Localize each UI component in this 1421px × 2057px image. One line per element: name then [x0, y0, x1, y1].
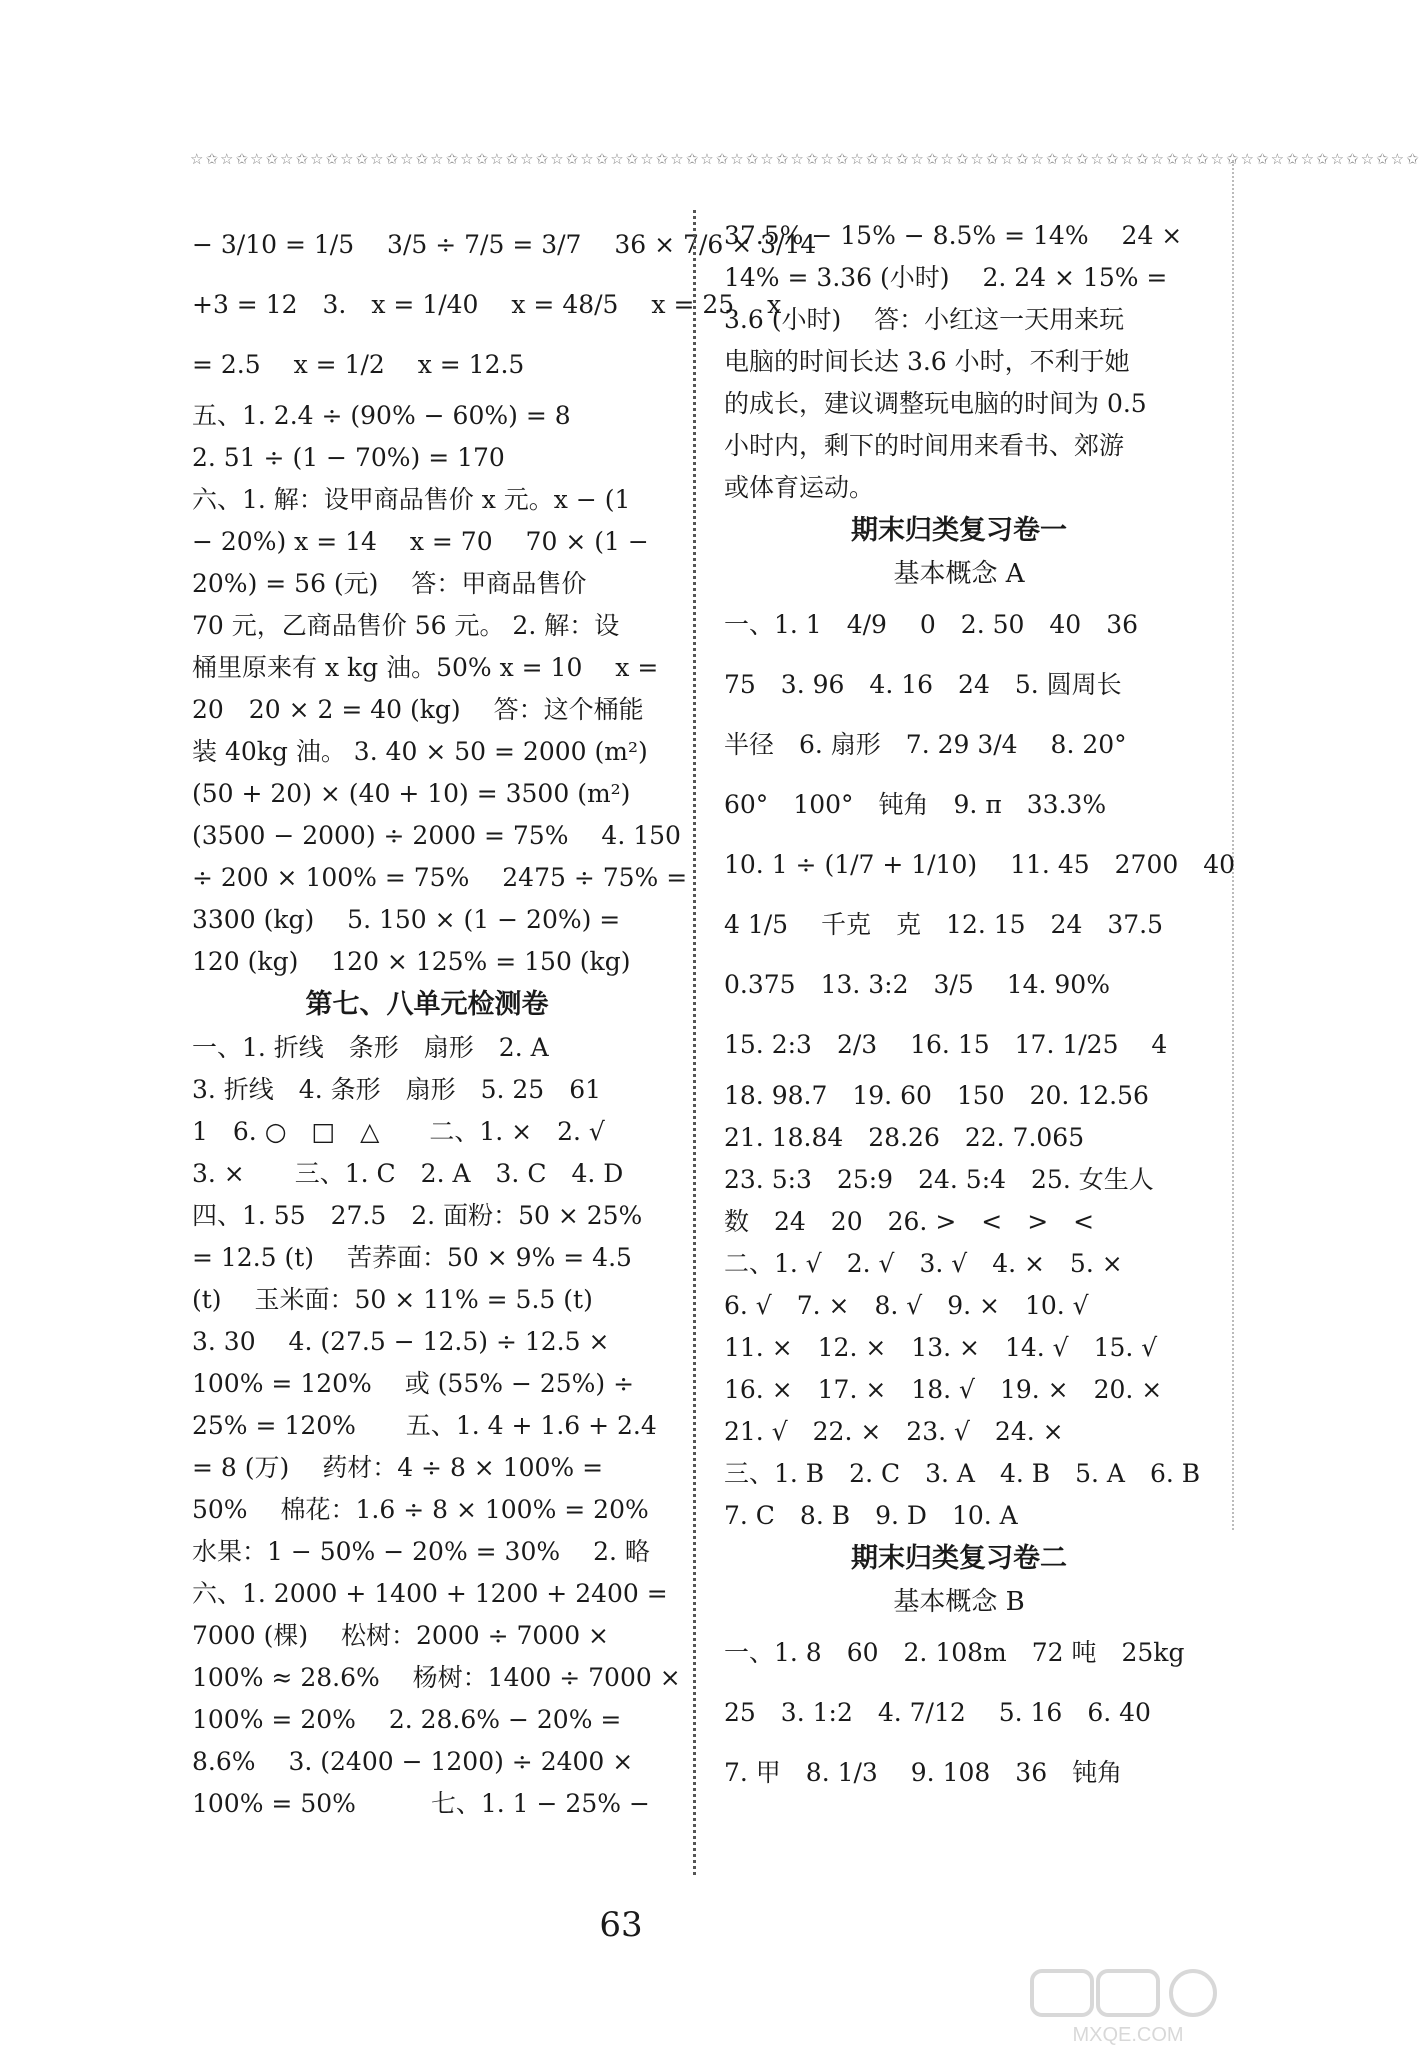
- answer-line: 70 元，乙商品售价 56 元。 2. 解：设: [192, 611, 620, 640]
- answer-line: 37.5% − 15% − 8.5% = 14% 24 ×: [724, 221, 1183, 250]
- answer-line: = 12.5 (t) 苦荞面：50 × 9% = 4.5: [192, 1243, 632, 1272]
- answer-line: 一、1. 折线 条形 扇形 2. A: [192, 1033, 549, 1062]
- answer-line: 6. √ 7. × 8. √ 9. × 10. √: [724, 1291, 1089, 1320]
- answer-line: 三、1. B 2. C 3. A 4. B 5. A 6. B: [724, 1459, 1201, 1488]
- answer-line: 3300 (kg) 5. 150 × (1 − 20%) =: [192, 905, 621, 934]
- decorative-star-border: ☆✩☆✩☆✩☆✩☆✩☆✩☆✩☆✩☆✩☆✩☆✩☆✩☆✩☆✩☆✩☆✩☆✩☆✩☆✩☆✩☆✩☆✩☆✩☆✩☆✩☆✩☆✩☆✩☆✩☆✩☆✩☆✩☆✩☆✩☆✩☆✩☆✩☆✩☆✩☆✩☆✩: [190, 150, 1421, 168]
- section-subtitle: 基本概念 A: [893, 559, 1025, 589]
- answer-line: 25% = 120% 五、1. 4 + 1.6 + 2.4: [192, 1411, 657, 1440]
- answer-line: 75 3. 96 4. 16 24 5. 圆周长: [724, 670, 1122, 699]
- answer-line: 18. 98.7 19. 60 150 20. 12.56: [724, 1081, 1149, 1110]
- answer-line: 2. 51 ÷ (1 − 70%) = 170: [192, 443, 505, 472]
- answer-line: 或体育运动。: [724, 473, 875, 502]
- answer-line: = 8 (万) 药材：4 ÷ 8 × 100% =: [192, 1453, 604, 1482]
- answer-line: 1 6. ○ □ △ 二、1. × 2. √: [192, 1117, 605, 1146]
- answer-line: (3500 − 2000) ÷ 2000 = 75% 4. 150: [192, 821, 681, 850]
- answer-line: − 3/10 = 1/5 3/5 ÷ 7/5 = 3/7 36 × 7/6 × 3/14: [192, 230, 817, 259]
- answer-line: 3. 30 4. (27.5 − 12.5) ÷ 12.5 ×: [192, 1327, 610, 1356]
- answer-line: 半径 6. 扇形 7. 29 3/4 8. 20°: [724, 730, 1127, 759]
- answer-line: 11. × 12. × 13. × 14. √ 15. √: [724, 1333, 1158, 1362]
- answer-line: 3. 折线 4. 条形 扇形 5. 25 61: [192, 1075, 602, 1104]
- answer-line: 水果：1 − 50% − 20% = 30% 2. 略: [192, 1537, 650, 1566]
- answer-line: 3.6 (小时) 答：小红这一天用来玩: [724, 305, 1125, 334]
- answer-line: 21. 18.84 28.26 22. 7.065: [724, 1123, 1085, 1152]
- answer-line: − 20%) x = 14 x = 70 70 × (1 −: [192, 527, 649, 556]
- answer-line: 14% = 3.36 (小时) 2. 24 × 15% =: [724, 263, 1168, 292]
- answer-line: 桶里原来有 x kg 油。50% x = 10 x =: [192, 653, 659, 682]
- section-title: 第七、八单元检测卷: [305, 989, 549, 1020]
- page-number: 63: [599, 1905, 643, 1945]
- answer-line: 四、1. 55 27.5 2. 面粉：50 × 25%: [192, 1201, 643, 1230]
- answer-line: 21. √ 22. × 23. √ 24. ×: [724, 1417, 1064, 1446]
- answer-line: (t) 玉米面：50 × 11% = 5.5 (t): [192, 1285, 593, 1314]
- answer-line: 120 (kg) 120 × 125% = 150 (kg): [192, 947, 631, 976]
- watermark-logo: [1028, 1967, 1228, 2047]
- answer-line: ÷ 200 × 100% = 75% 2475 ÷ 75% =: [192, 863, 688, 892]
- answer-line: 数 24 20 26. > < > <: [724, 1207, 1095, 1236]
- answer-line: = 2.5 x = 1/2 x = 12.5: [192, 350, 525, 379]
- answer-line: 7000 (棵) 松树：2000 ÷ 7000 ×: [192, 1621, 610, 1650]
- answer-line: 20 20 × 2 = 40 (kg) 答：这个桶能: [192, 695, 644, 724]
- answer-line: 二、1. √ 2. √ 3. √ 4. × 5. ×: [724, 1249, 1123, 1278]
- answer-line: +3 = 12 3. x = 1/40 x = 48/5 x = 25 x: [192, 290, 782, 319]
- answer-line: 7. C 8. B 9. D 10. A: [724, 1501, 1018, 1530]
- answer-line: 电脑的时间长达 3.6 小时，不利于她: [724, 347, 1130, 376]
- answer-line: 100% = 50% 七、1. 1 − 25% −: [192, 1789, 650, 1818]
- answer-line: 10. 1 ÷ (1/7 + 1/10) 11. 45 2700 40: [724, 850, 1236, 879]
- answer-line: 7. 甲 8. 1/3 9. 108 36 钝角: [724, 1758, 1123, 1787]
- answer-line: 60° 100° 钝角 9. π 33.3%: [724, 790, 1107, 819]
- section-title: 期末归类复习卷一: [851, 515, 1067, 546]
- answer-line: 的成长，建议调整玩电脑的时间为 0.5: [724, 389, 1147, 418]
- answer-line: 50% 棉花：1.6 ÷ 8 × 100% = 20%: [192, 1495, 649, 1524]
- answer-line: 100% = 120% 或 (55% − 25%) ÷: [192, 1369, 635, 1398]
- column-divider: [693, 210, 696, 1875]
- answer-line: 小时内，剩下的时间用来看书、郊游: [724, 431, 1125, 460]
- page-edge-divider: [1232, 160, 1234, 1530]
- answer-line: 3. × 三、1. C 2. A 3. C 4. D: [192, 1159, 624, 1188]
- answer-line: 25 3. 1:2 4. 7/12 5. 16 6. 40: [724, 1698, 1151, 1727]
- watermark-text: MXQE.COM: [1072, 2024, 1184, 2046]
- answer-line: 一、1. 1 4/9 0 2. 50 40 36: [724, 610, 1139, 639]
- answer-line: 装 40kg 油。 3. 40 × 50 = 2000 (m²): [192, 737, 648, 766]
- answer-line: 一、1. 8 60 2. 108m 72 吨 25kg: [724, 1638, 1185, 1667]
- answer-line: 15. 2:3 2/3 16. 15 17. 1/25 4: [724, 1030, 1168, 1059]
- section-subtitle: 基本概念 B: [893, 1587, 1025, 1617]
- answer-line: 0.375 13. 3:2 3/5 14. 90%: [724, 970, 1110, 999]
- answer-line: 20%) = 56 (元) 答：甲商品售价: [192, 569, 587, 598]
- answer-line: 100% = 20% 2. 28.6% − 20% =: [192, 1705, 622, 1734]
- answer-line: 100% ≈ 28.6% 杨树：1400 ÷ 7000 ×: [192, 1663, 681, 1692]
- answer-line: 五、1. 2.4 ÷ (90% − 60%) = 8: [192, 401, 571, 430]
- right-column: [724, 215, 1236, 1803]
- answer-line: 16. × 17. × 18. √ 19. × 20. ×: [724, 1375, 1163, 1404]
- answer-line: 六、1. 2000 + 1400 + 1200 + 2400 =: [192, 1579, 668, 1608]
- answer-line: 六、1. 解：设甲商品售价 x 元。x − (1: [192, 485, 631, 514]
- answer-line: (50 + 20) × (40 + 10) = 3500 (m²): [192, 779, 631, 808]
- answer-line: 23. 5:3 25:9 24. 5:4 25. 女生人: [724, 1165, 1154, 1194]
- answer-line: 8.6% 3. (2400 − 1200) ÷ 2400 ×: [192, 1747, 634, 1776]
- answer-line: 4 1/5 千克 克 12. 15 24 37.5: [724, 910, 1164, 939]
- section-title: 期末归类复习卷二: [851, 1543, 1067, 1574]
